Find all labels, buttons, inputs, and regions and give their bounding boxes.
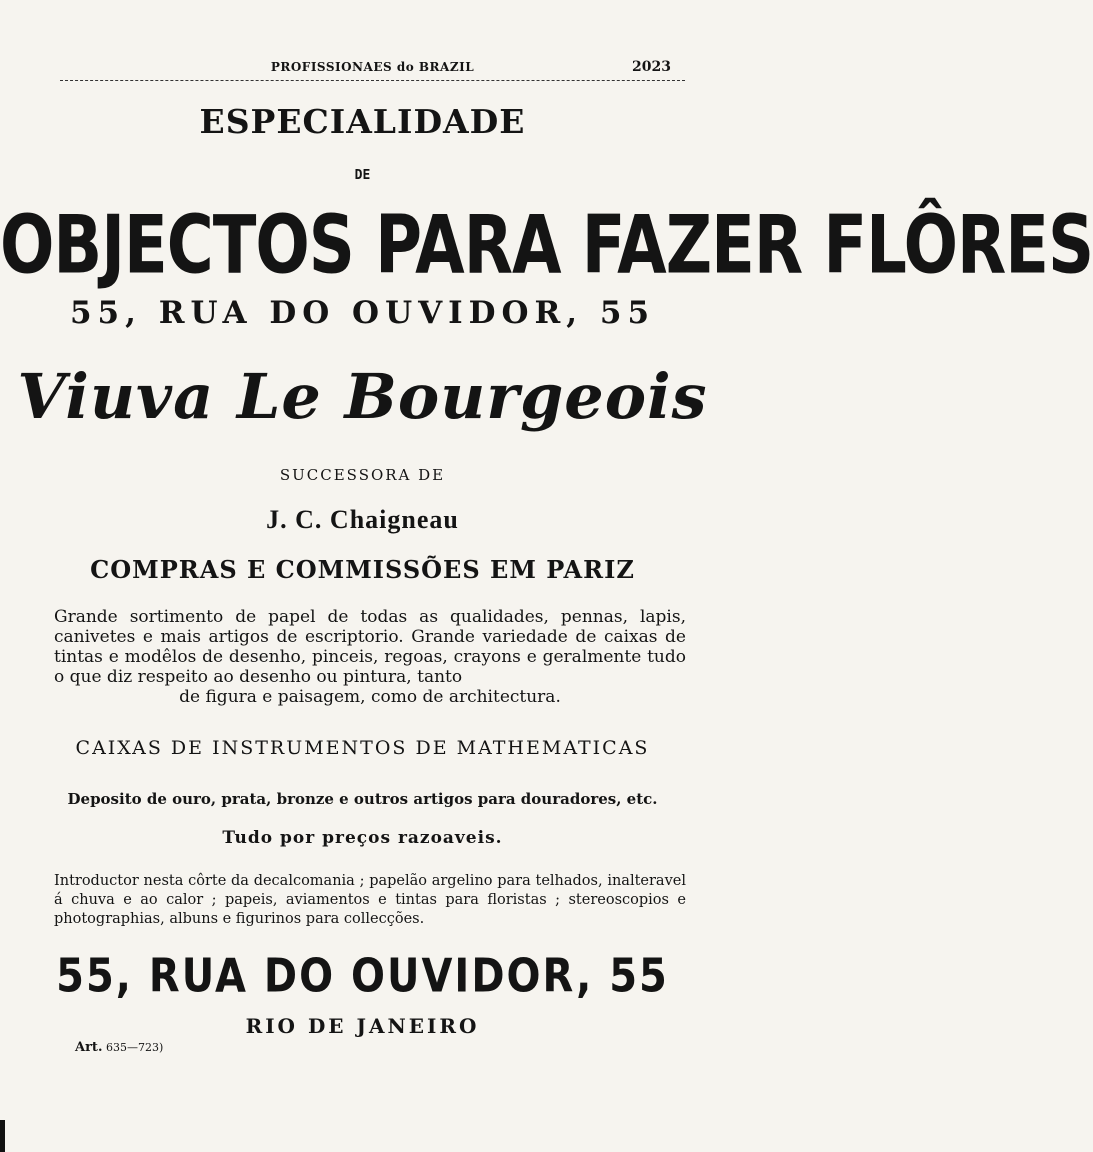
successor-label: SUCCESSORA DE [279, 466, 446, 484]
running-header [60, 58, 685, 81]
purchases-line: COMPRAS E COMMISSÕES EM PARIZ [90, 555, 635, 584]
city-line: RIO DE JANEIRO [245, 1014, 480, 1038]
footnote [75, 1040, 163, 1055]
margin-mark [0, 1120, 5, 1152]
specialty-heading: ESPECIALIDADE [199, 102, 526, 141]
prices-line: Tudo por preços razoaveis. [222, 828, 503, 848]
page-number: 2023 [632, 59, 671, 75]
address-top: 55, RUA DO OUVIDOR, 55 [69, 295, 656, 331]
introductor-paragraph: Introductor nesta côrte da decalcomania ; papelão argelino para telhados, inalteravel á chuva e ao calor ; papeis, aviamentos e tintas para floristas ; stereoscopios e photographias, albuns e figurinos para collecções. [54, 873, 686, 927]
firm-name: Viuva Le Bourgeois [17, 360, 708, 433]
objects-headline: OBJECTOS PARA FAZER FLÔRES [0, 200, 1093, 293]
stationery-paragraph-last: de figura e paisagem, como de architectura. [179, 687, 561, 707]
address-bottom: 55, RUA DO OUVIDOR, 55 [56, 950, 669, 1003]
instruments-line: CAIXAS DE INSTRUMENTOS DE MATHEMATICAS [75, 737, 650, 759]
header-title: PROFISSIONAES do BRAZIL [270, 60, 475, 74]
stationery-paragraph-main: Grande sortimento de papel de todas as qualidades, pennas, lapis, canivetes e mais artigos de escriptorio. Grande variedade de caixas de tintas e modêlos de desenho, pinceis, regoas, crayons e geralmente tudo o que diz respeito ao desenho ou pintura, tanto [54, 607, 686, 687]
footnote-label: Art. [75, 1040, 103, 1055]
de-word: DE [354, 168, 371, 183]
stationery-paragraph [54, 607, 686, 707]
footnote-ref: 635—723) [105, 1041, 164, 1054]
predecessor-name: J. C. Chaigneau [266, 505, 459, 534]
deposit-line: Deposito de ouro, prata, bronze e outros artigos para douradores, etc. [67, 790, 658, 808]
